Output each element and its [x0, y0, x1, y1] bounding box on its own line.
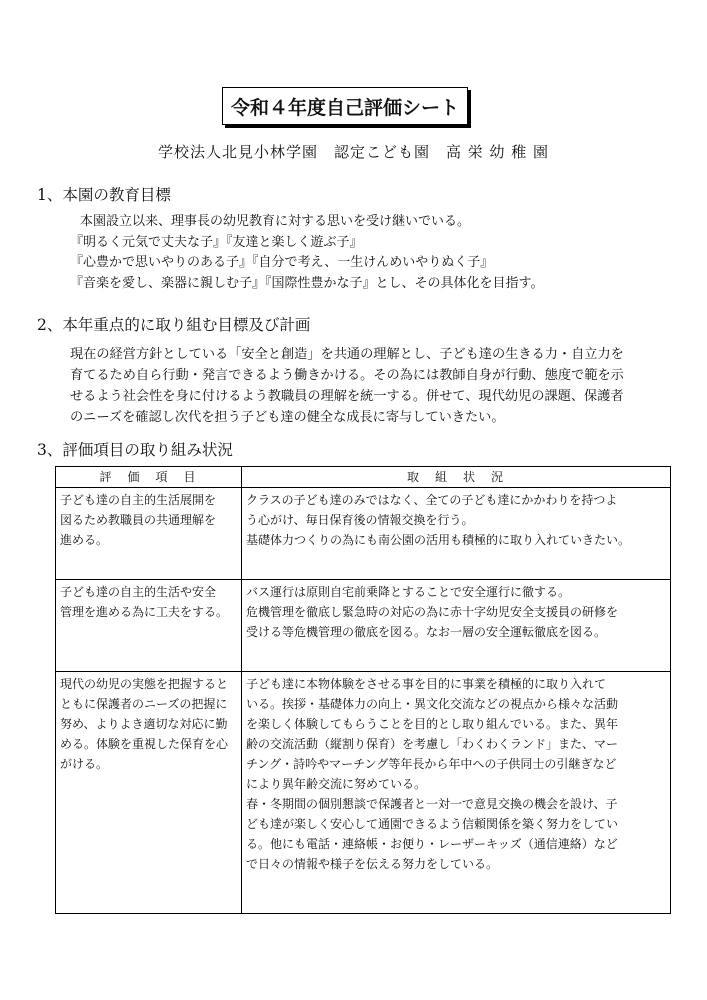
- item-line: 進める。: [60, 533, 109, 547]
- table-row: [56, 488, 671, 580]
- section2-heading: 2、本年重点的に取り組む目標及び計画: [37, 316, 311, 334]
- status-line: 子ども達に本物体験をさせる事を目的に事業を積極的に取り入れて: [246, 677, 607, 691]
- status-line: で日々の情報や様子を伝える努力をしている。: [246, 857, 499, 871]
- item-line: 努め、よりよき適切な対応に勤: [60, 717, 228, 731]
- section2-line: 現在の経営方針としている「安全と創造」を共通の理解とし、子ども達の生きる力・自立力を: [70, 347, 624, 362]
- section3-heading: 3、評価項目の取り組み状況: [37, 441, 233, 459]
- status-line: ども達が楽しく安心して通園できるよう信頼関係を築く努力をしてい: [246, 817, 619, 831]
- status-line: チング・詩吟やマーチング等年長から年中への子供同士の引継ぎなど: [246, 757, 617, 771]
- item-line: 現代の幼児の実態を把握すると: [60, 677, 229, 691]
- section1-line: 『明るく元気で丈夫な子』『友達と楽しく遊ぶ子』: [70, 234, 363, 250]
- section2-line: 育てるため自ら行動・発言できるよう働きかける。その為には教師自身が行動、態度で範を示: [70, 368, 624, 383]
- section2-line: のニーズを確認し次代を担う子ども達の健全な成長に寄与していきたい。: [70, 410, 505, 425]
- status-line: う心がけ、毎日保育後の情報交換を行う。: [246, 513, 474, 527]
- item-line: 図るため教職員の共通理解を: [60, 513, 217, 527]
- item-line: 子ども達の自主的生活や安全: [60, 585, 217, 599]
- table-header-row: [56, 467, 671, 488]
- status-line: 危機管理を徹底し緊急時の対応の為に赤十字幼児安全支援員の研修を: [246, 605, 619, 619]
- document-title: 令和４年度自己評価シート: [222, 87, 468, 125]
- table-row: [56, 580, 671, 672]
- status-line: 基礎体力つくりの為にも南公園の活用も積極的に取り入れていきたい。: [246, 533, 631, 547]
- evaluation-table: [55, 466, 671, 914]
- header-status: 取 組 状 況: [242, 467, 671, 488]
- status-line: る。他にも電話・連絡帳・お便り・レーザーキッズ（通信連絡）など: [246, 837, 618, 851]
- status-line: 春・冬期間の個別懇談で保護者と一対一で意見交換の機会を設け、子: [246, 797, 618, 811]
- status-line: クラスの子ども達のみではなく、全ての子ども達にかかわりを持つよ: [246, 493, 618, 507]
- status-line: 齢の交流活動（縦割り保育）を考慮し「わくわくランド」また、マー: [246, 737, 619, 751]
- status-line: いる。挨拶・基礎体力の向上・異文化交流などの視点から様々な活動: [246, 697, 619, 711]
- item-line: める。体験を重視した保育を心: [60, 737, 229, 751]
- section2-body: [70, 344, 624, 428]
- status-line: により異年齢交流に努めている。: [246, 777, 427, 791]
- status-cell: [242, 580, 671, 672]
- document-subtitle: 学校法人北見小林学園 認定こども園 高 栄 幼 稚 園: [157, 143, 550, 161]
- table-row: [56, 672, 671, 914]
- item-line: 管理を進める為に工夫をする。: [60, 605, 229, 619]
- evaluation-item-cell: [56, 488, 242, 580]
- header-evaluation-item: 評 価 項 目: [56, 467, 242, 488]
- status-line: を楽しく体験してもらうことを目的とし取り組んでいる。また、異年: [246, 717, 619, 731]
- item-line: がける。: [60, 757, 109, 771]
- section2-line: せるよう社会性を身に付けるよう教職員の理解を統一する。併せて、現代幼児の課題、保護者: [70, 389, 624, 404]
- status-line: 受ける等危機管理の徹底を図る。なお一層の安全運転徹底を図る。: [246, 625, 607, 639]
- section1-line: 『音楽を愛し、楽器に親しむ子』『国際性豊かな子』とし、その具体化を目指す。: [70, 275, 544, 291]
- item-line: 子ども達の自主的生活展開を: [60, 493, 217, 507]
- section1-heading: 1、本園の教育目標: [37, 186, 171, 204]
- evaluation-item-cell: [56, 580, 242, 672]
- status-cell: [242, 672, 671, 914]
- evaluation-item-cell: [56, 672, 242, 914]
- item-line: ともに保護者のニーズの把握に: [60, 697, 228, 711]
- section1-line: 『心豊かで思いやりのある子』『自分で考え、一生けんめいやりぬく子』: [70, 255, 494, 270]
- status-cell: [242, 488, 671, 580]
- section1-body: [70, 212, 543, 294]
- section1-line: 本園設立以来、理事長の幼児教育に対する思いを受け継いでいる。: [80, 214, 471, 229]
- status-line: バス運行は原則自宅前乗降とすることで安全運行に徹する。: [246, 585, 571, 599]
